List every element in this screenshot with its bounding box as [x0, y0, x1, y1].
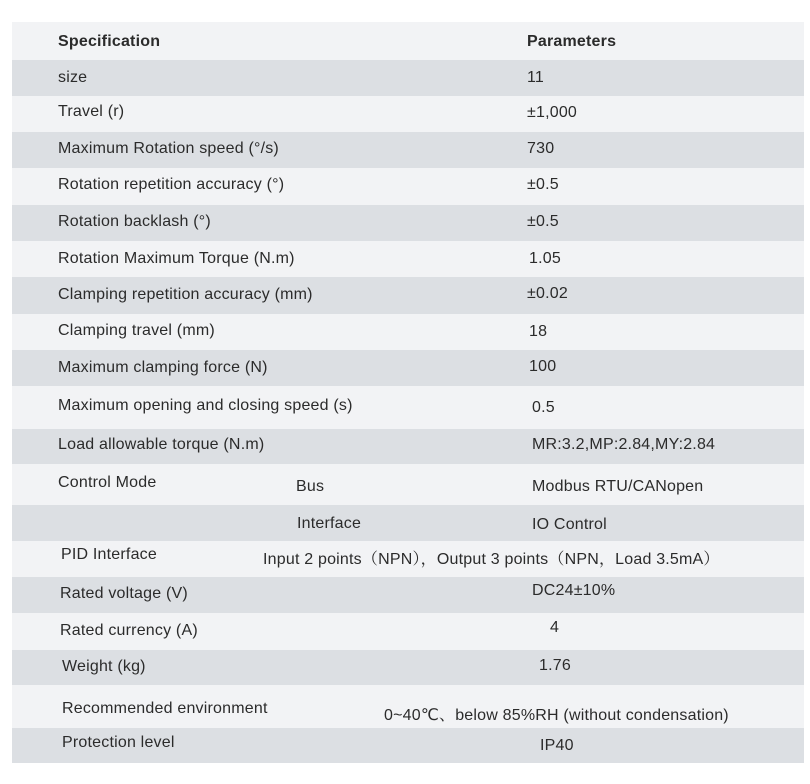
table-row [12, 577, 804, 613]
row-label: Rated voltage (V) [60, 585, 188, 602]
row-label: Rated currency (A) [60, 622, 198, 639]
table-row [12, 728, 804, 763]
row-value: 0~40℃、below 85%RH (without condensation) [384, 707, 729, 724]
row-value: 11 [527, 69, 545, 86]
row-label: Rotation repetition accuracy (°) [58, 176, 285, 193]
row-value: 1.05 [529, 250, 561, 267]
row-label: size [58, 69, 88, 86]
table-row [12, 314, 804, 350]
table-row [12, 464, 804, 505]
table-row [12, 132, 804, 168]
table-row [12, 205, 804, 241]
row-value: ±1,000 [527, 104, 578, 121]
row-label: Weight (kg) [62, 658, 146, 675]
row-value: MR:3.2,MP:2.84,MY:2.84 [532, 436, 716, 453]
table-row [12, 168, 804, 205]
row-value: ±0.5 [527, 176, 559, 193]
row-value: 18 [529, 323, 548, 340]
header-parameters: Parameters [527, 33, 617, 50]
row-label: PID Interface [61, 546, 157, 563]
row-value: ±0.02 [527, 285, 568, 302]
bus-value: Modbus RTU/CANopen [532, 478, 704, 495]
table-row [12, 277, 804, 314]
table-row [12, 685, 804, 728]
table-row [12, 650, 804, 685]
row-value: 4 [550, 619, 560, 636]
table-row [12, 96, 804, 132]
table-row [12, 505, 804, 541]
specification-table [12, 22, 804, 763]
table-row [12, 613, 804, 650]
row-label: Maximum opening and closing speed (s) [58, 397, 353, 414]
row-label: Rotation Maximum Torque (N.m) [58, 250, 295, 267]
bus-label: Bus [296, 478, 325, 495]
row-label: Clamping travel (mm) [58, 322, 215, 339]
table-row [12, 350, 804, 386]
row-value: 730 [527, 140, 555, 157]
interface-value: IO Control [532, 516, 607, 533]
table-row [12, 429, 804, 464]
table-row [12, 60, 804, 96]
table-header [12, 22, 804, 60]
row-label: Rotation backlash (°) [58, 213, 211, 230]
row-label: Maximum Rotation speed (°/s) [58, 140, 279, 157]
row-value: 100 [529, 358, 557, 375]
control-mode-label: Control Mode [58, 474, 157, 491]
table-row [12, 541, 804, 577]
row-label: Travel (r) [58, 103, 125, 120]
row-value: 0.5 [532, 399, 555, 416]
table-row [12, 241, 804, 277]
table-row [12, 386, 804, 429]
header-specification: Specification [58, 33, 161, 50]
row-value: Input 2 points（NPN），Output 3 points（NPN，Load 3.5mA） [263, 551, 720, 568]
row-label: Protection level [62, 734, 175, 751]
row-value: ±0.5 [527, 213, 559, 230]
row-label: Clamping repetition accuracy (mm) [58, 286, 313, 303]
row-label: Recommended environment [62, 700, 268, 717]
interface-label: Interface [297, 515, 362, 532]
row-value: DC24±10% [532, 582, 616, 599]
row-label: Load allowable torque (N.m) [58, 436, 265, 453]
row-label: Maximum clamping force (N) [58, 359, 268, 376]
row-value: IP40 [540, 737, 574, 754]
row-value: 1.76 [539, 657, 571, 674]
